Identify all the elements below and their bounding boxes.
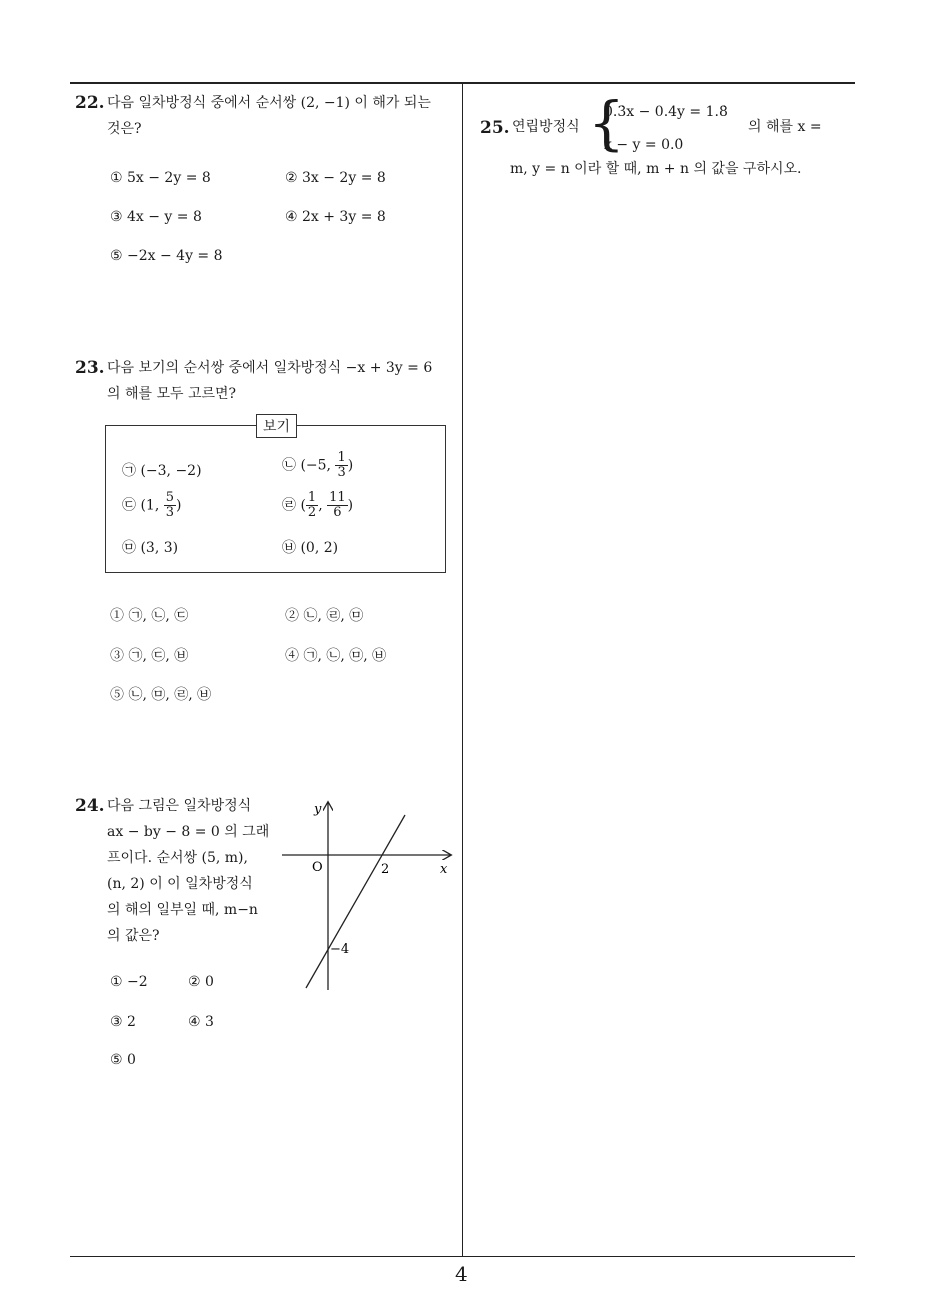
question-text: m, y = n 이라 할 때, m + n 의 값을 구하시오. xyxy=(510,161,802,177)
question-text: 의 해의 일부일 때, m−n xyxy=(107,902,258,918)
question-number: 24. xyxy=(75,796,105,816)
bottom-rule xyxy=(70,1256,855,1257)
example-item-d: ㉣ ( $\frac{1}{2}$ , $\frac{11}{6}$ ) xyxy=(282,490,354,520)
question-text: 다음 그림은 일차방정식 xyxy=(107,798,252,814)
question-text: (n, 2) 이 이 일차방정식 xyxy=(107,876,253,892)
column-divider xyxy=(462,84,463,1256)
option-3[interactable]: ③ ㉠, ㉢, ㉥ xyxy=(110,648,189,664)
option-3[interactable]: ③ 2 xyxy=(110,1014,136,1030)
line-graph xyxy=(270,795,460,995)
option-5[interactable]: ⑤ −2x − 4y = 8 xyxy=(110,248,223,264)
option-1[interactable]: ① 5x − 2y = 8 xyxy=(110,170,211,186)
question-text: 다음 일차방정식 중에서 순서쌍 (2, −1) 이 해가 되는 xyxy=(107,95,431,111)
origin-label: O xyxy=(312,860,323,875)
equation-1: 0.3̇x − 0.4y = 1.8̇ xyxy=(604,104,728,120)
question-number: 25. xyxy=(480,118,510,138)
example-item-b: ㉡ (−5, $\frac{1}{3}$ ) xyxy=(282,450,354,480)
example-box-title: 보기 xyxy=(256,414,297,438)
question-text: 프이다. 순서쌍 (5, m), xyxy=(107,850,248,866)
example-item-c: ㉢ (1, $\frac{5}{3}$ ) xyxy=(122,490,182,520)
option-1[interactable]: ① ㉠, ㉡, ㉢ xyxy=(110,608,189,624)
option-5[interactable]: ⑤ 0 xyxy=(110,1052,136,1068)
x-axis-label: x xyxy=(440,862,448,877)
option-2[interactable]: ② ㉡, ㉣, ㉤ xyxy=(285,608,364,624)
option-5[interactable]: ⑤ ㉡, ㉤, ㉣, ㉥ xyxy=(110,687,212,703)
question-text: ax − by − 8 = 0 의 그래 xyxy=(107,824,270,840)
y-axis-label: y xyxy=(314,802,322,817)
example-item-a: ㉠ (−3, −2) xyxy=(122,463,202,479)
example-item-f: ㉥ (0, 2) xyxy=(282,540,339,556)
question-number: 22. xyxy=(75,93,105,113)
option-4[interactable]: ④ 2x + 3y = 8 xyxy=(285,209,386,225)
question-number: 23. xyxy=(75,358,105,378)
question-text: 의 해를 모두 고르면? xyxy=(107,386,237,402)
option-3[interactable]: ③ 4x − y = 8 xyxy=(110,209,202,225)
option-4[interactable]: ④ 3 xyxy=(188,1014,214,1030)
option-2[interactable]: ② 0 xyxy=(188,974,214,990)
question-lead: 연립방정식 xyxy=(512,119,580,135)
question-text: 의 해를 x = xyxy=(748,119,822,135)
x-intercept-label: 2 xyxy=(381,862,390,877)
y-intercept-label: −4 xyxy=(330,942,350,957)
question-text: 것은? xyxy=(107,121,142,137)
option-2[interactable]: ② 3x − 2y = 8 xyxy=(285,170,386,186)
question-text: 다음 보기의 순서쌍 중에서 일차방정식 −x + 3y = 6 xyxy=(107,360,433,376)
system-brace: { xyxy=(588,89,625,157)
equation-2: x − y = 0.0̇ xyxy=(604,137,684,153)
question-text: 의 값은? xyxy=(107,928,160,944)
option-4[interactable]: ④ ㉠, ㉡, ㉤, ㉥ xyxy=(285,648,387,664)
example-item-e: ㉤ (3, 3) xyxy=(122,540,179,556)
graph-line xyxy=(306,815,405,988)
page-number: 4 xyxy=(455,1262,468,1286)
option-1[interactable]: ① −2 xyxy=(110,974,148,990)
